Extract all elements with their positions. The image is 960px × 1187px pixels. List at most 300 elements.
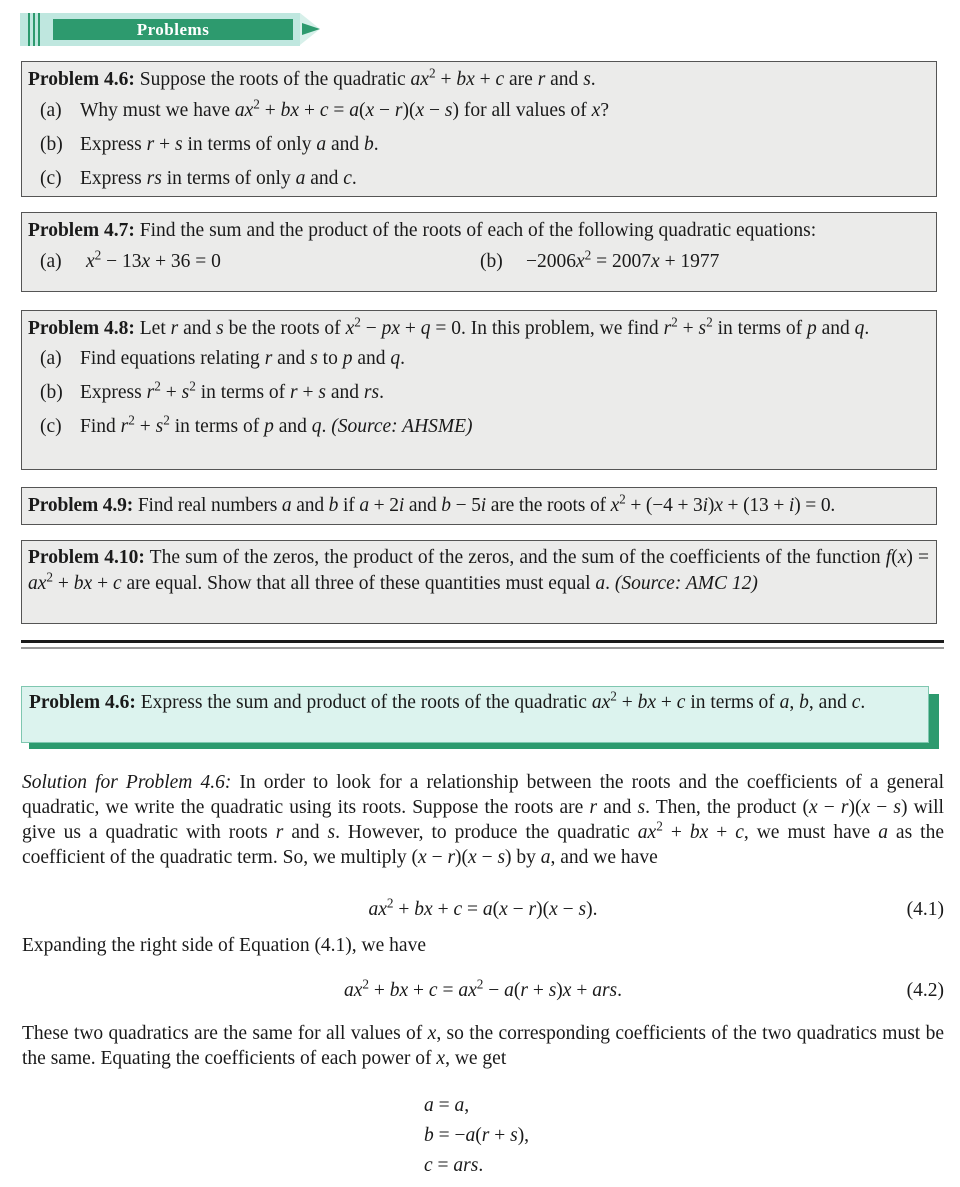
text-run: x (591, 100, 601, 121)
text-run: c (428, 980, 438, 1001)
text-run: a (504, 980, 514, 1001)
text-run: a (316, 134, 327, 155)
text-run: + (53, 573, 74, 594)
text-run: s (578, 899, 587, 920)
text-run: Express the sum and product of the roots of the quadratic (140, 692, 592, 713)
text-run: + (92, 573, 113, 594)
text-run: c (319, 100, 329, 121)
text-run: Find equations relating (80, 348, 265, 369)
text-run: . (590, 69, 596, 90)
text-run: ( (513, 980, 521, 1001)
text-run: 2 (671, 314, 678, 330)
text-run: a (595, 573, 606, 594)
text-run: p (264, 416, 274, 437)
text-run: bx (637, 692, 657, 713)
text-run: + (435, 69, 457, 90)
text-run: ) by (505, 847, 541, 868)
problem-box-4-7 (21, 212, 937, 292)
solution-paragraph-1 (22, 770, 944, 870)
text-run: 2 (584, 247, 592, 263)
text-run: s (174, 134, 183, 155)
problem-statement (28, 492, 929, 520)
problem-part-a (28, 342, 929, 376)
section-title: Problems (136, 20, 210, 39)
highlight-problem-box (21, 686, 929, 743)
text-run: a (482, 899, 493, 920)
text-run: (c) (40, 416, 62, 437)
text-run: p (806, 318, 817, 339)
text-run: Express (80, 168, 147, 189)
text-run: q (420, 318, 431, 339)
text-run: + 1977 (659, 251, 720, 272)
problem-box-4-8 (21, 310, 937, 470)
text-run: − (870, 797, 894, 818)
solution-paragraph-3 (22, 1021, 944, 1071)
text-run: x (562, 980, 572, 1001)
text-run: ax (458, 980, 477, 1001)
text-run: if (338, 495, 360, 516)
text-run: c (112, 573, 122, 594)
text-run: = 0. In this problem, we find (430, 318, 664, 339)
text-run: ars (453, 1155, 479, 1176)
text-run: r (528, 899, 537, 920)
text-run: a (349, 100, 359, 121)
text-run: bx (414, 899, 433, 920)
text-run: a (878, 822, 888, 843)
text-run: x (141, 251, 151, 272)
text-run: 2 (362, 976, 370, 992)
text-run: − (360, 318, 382, 339)
text-run: x (897, 547, 907, 568)
text-run: a (454, 1095, 465, 1116)
text-run: + (160, 382, 182, 403)
text-run: b (328, 495, 339, 516)
text-run: + (489, 1125, 511, 1146)
text-run: (c) (40, 168, 62, 189)
text-run (80, 342, 405, 376)
text-run: ax (410, 69, 429, 90)
text-run: , so the corresponding coefficients of the two quadratics must be the same. Equating the coefficients of each power of (22, 1023, 944, 1069)
text-run: . (617, 980, 623, 1001)
text-run: , and (808, 692, 852, 713)
text-run: + (662, 822, 690, 843)
solution-paragraph-2: Expanding the right side of Equation (4.1), we have (22, 935, 426, 956)
text-run: = (433, 1095, 455, 1116)
text-run: x (436, 1048, 446, 1069)
text-run: ) for all values of (452, 100, 592, 121)
text-run: a (295, 168, 306, 189)
text-run: . (351, 168, 357, 189)
text-run: x (610, 495, 620, 516)
text-run: in terms of only (161, 168, 296, 189)
text-run: (a) (40, 251, 62, 272)
text-run: ax (368, 899, 387, 920)
text-run: c (735, 822, 744, 843)
text-run: ( (358, 100, 366, 121)
text-run: )( (402, 100, 416, 121)
text-run: r (275, 822, 284, 843)
section-divider (21, 640, 944, 643)
text-run: i (398, 495, 405, 516)
text-run (526, 245, 719, 279)
text-run: and (291, 495, 329, 516)
text-run: x (714, 495, 723, 516)
text-run: − (557, 899, 579, 920)
text-run: and (545, 69, 584, 90)
pencil-stripe (28, 13, 30, 46)
text-run: = (437, 980, 459, 1001)
text-run: )( (848, 797, 862, 818)
text-run: . (321, 416, 327, 437)
text-run: q (390, 348, 401, 369)
text-run: r (146, 134, 155, 155)
text-run: ( (475, 1125, 482, 1146)
text-run: ? (600, 100, 609, 121)
text-run: and (326, 134, 364, 155)
text-run: + (708, 822, 736, 843)
text-run (80, 410, 473, 444)
text-run: c (495, 69, 505, 90)
text-run: ) = 0. (794, 495, 836, 516)
text-run: ax (591, 692, 611, 713)
text-run: Express (80, 382, 147, 403)
text-run: − 5 (450, 495, 481, 516)
text-run: ax (343, 980, 363, 1001)
problem-part-c (28, 162, 929, 196)
text-run: i (788, 495, 795, 516)
text-run: These two quadratics are the same for all values of (22, 1023, 428, 1044)
text-run: + (259, 100, 281, 121)
text-run: − (476, 847, 498, 868)
text-run: , and we have (550, 847, 658, 868)
problem-box-4-6 (21, 61, 937, 197)
text-run: + (677, 318, 699, 339)
equation-body (22, 978, 944, 1003)
text-run: r (394, 100, 403, 121)
text-run: (b) (40, 134, 63, 155)
text-run: i (480, 495, 487, 516)
text-run: − (426, 847, 448, 868)
problem-label: Problem 4.7: (28, 220, 135, 241)
text-run: + (432, 899, 454, 920)
text-run: + (−4 + 3 (625, 495, 703, 516)
problem-label: Problem 4.6: (29, 692, 136, 713)
text-run: r (537, 69, 546, 90)
text-run: x (415, 100, 425, 121)
text-run: x (86, 251, 95, 272)
text-run: = (462, 899, 483, 920)
text-run: r (840, 797, 849, 818)
text-run: , (789, 692, 800, 713)
text-run: (a) (40, 100, 62, 121)
problem-parts (28, 245, 929, 279)
problem-statement (28, 66, 929, 94)
problem-box-4-9 (21, 487, 937, 525)
text-run: in terms of (712, 318, 807, 339)
problem-statement (28, 217, 929, 245)
text-run: a (359, 495, 369, 516)
text-run: + (616, 692, 638, 713)
text-run (80, 94, 609, 128)
text-run: 2 (706, 314, 713, 330)
text-run: . However, to produce the quadratic (335, 822, 638, 843)
text-run: 2 (253, 96, 260, 112)
text-run: and (325, 382, 364, 403)
text-run: c (676, 692, 686, 713)
text-run: Let (139, 318, 171, 339)
problem-part-b (28, 376, 929, 410)
text-run: are equal. Show that all three of these quantities must equal (121, 573, 596, 594)
text-run: are (504, 69, 538, 90)
text-run: bx (689, 822, 709, 843)
text-run: s (510, 1125, 518, 1146)
text-run: − (424, 100, 445, 121)
text-run: and (816, 318, 855, 339)
text-run: in terms of (169, 416, 265, 437)
text-run: , (464, 1095, 470, 1116)
text-run: x (345, 318, 355, 339)
solution-label: Solution for Problem 4.6: (22, 772, 232, 793)
text-run: are the roots of (486, 495, 611, 516)
text-run: = 2007 (591, 251, 652, 272)
text-run: r (146, 382, 155, 403)
text-run: 2 (46, 569, 54, 585)
text-run: x (468, 847, 477, 868)
problem-part-c (28, 410, 929, 444)
text-run: Suppose the roots of the quadratic (139, 69, 411, 90)
text-run: r (290, 382, 298, 403)
problem-part-a (28, 94, 929, 128)
text-run: + (400, 318, 421, 339)
text-run: r (481, 1125, 490, 1146)
text-run: + (656, 692, 677, 713)
text-run: )( (536, 899, 550, 920)
text-run: 2 (189, 378, 196, 394)
text-run: r (520, 980, 528, 1001)
text-run: q (854, 318, 865, 339)
section-divider-secondary (21, 647, 944, 649)
text-run: x (861, 797, 871, 818)
problem-label: Problem 4.9: (28, 495, 134, 516)
text-run: r (663, 318, 672, 339)
text-run: s (583, 69, 591, 90)
source-citation: (Source: AHSME) (326, 416, 473, 437)
text-run: c (453, 899, 463, 920)
system-line (424, 1091, 529, 1121)
text-run: s (318, 382, 326, 403)
text-run: s (310, 348, 318, 369)
text-run: , we must have (743, 822, 879, 843)
text-run: (a) (40, 348, 62, 369)
text-run: 2 (163, 412, 170, 428)
text-run: x (549, 899, 558, 920)
text-run: b (424, 1125, 434, 1146)
text-run: 2 (386, 895, 394, 911)
text-run: + (297, 382, 319, 403)
text-run: px (381, 318, 400, 339)
text-run: be the roots of (223, 318, 346, 339)
text-run: + 2 (368, 495, 399, 516)
text-run: bx (280, 100, 300, 121)
equation-number: (4.1) (906, 899, 944, 920)
text-run: rs (363, 382, 380, 403)
problem-part-b (28, 128, 929, 162)
text-run: 2 (476, 976, 484, 992)
text-run: a (540, 847, 551, 868)
text-run: (b) (480, 251, 503, 272)
text-run: bx (456, 69, 475, 90)
text-run (80, 376, 384, 410)
text-run: + (369, 980, 390, 1001)
problem-part-b (480, 245, 920, 279)
text-run: 2 (154, 378, 161, 394)
pencil-icon (302, 23, 320, 35)
text-run: . (373, 134, 379, 155)
text-run: ( (891, 547, 898, 568)
text-run: , we get (445, 1048, 507, 1069)
text-run (80, 162, 357, 196)
text-run: (b) (40, 382, 63, 403)
text-run: 2 (610, 688, 617, 704)
text-run: and (283, 822, 328, 843)
text-run: x (365, 100, 375, 121)
text-run: c (851, 692, 861, 713)
problem-statement (28, 315, 929, 342)
text-run: s (216, 318, 224, 339)
text-run: + (13 + (722, 495, 789, 516)
text-run: . (605, 573, 611, 594)
problem-label: Problem 4.8: (28, 318, 135, 339)
text-run: + (299, 100, 320, 121)
text-run (80, 128, 379, 162)
source-citation: (Source: AMC 12) (610, 573, 758, 594)
text-run: + (474, 69, 496, 90)
text-run: ). (586, 899, 598, 920)
text-run: a (424, 1095, 434, 1116)
text-run: i (702, 495, 708, 516)
text-run: . (860, 692, 866, 713)
text-run (86, 245, 221, 279)
text-run: . (864, 318, 870, 339)
problem-label: Problem 4.10: (28, 547, 145, 568)
text-run: x (808, 797, 818, 818)
text-run: bx (73, 573, 93, 594)
text-run: ax (234, 100, 254, 121)
text-run: Why must we have (80, 100, 235, 121)
text-run: + 36 = 0 (150, 251, 221, 272)
text-run: + (134, 416, 156, 437)
text-run: − (817, 797, 841, 818)
text-run: s (893, 797, 902, 818)
text-run: and (597, 797, 638, 818)
text-run: + (571, 980, 593, 1001)
text-run: 2 (428, 65, 436, 81)
text-run: . (400, 348, 405, 369)
text-run: − (374, 100, 395, 121)
text-run: . Then, the product ( (645, 797, 809, 818)
text-run: s (548, 980, 557, 1001)
text-run: Find (80, 416, 121, 437)
text-run: 2 (619, 491, 626, 507)
text-run: r (447, 847, 456, 868)
text-run: b (364, 134, 374, 155)
text-run: 2 (94, 247, 102, 263)
text-run: + (154, 134, 175, 155)
text-run: Express (80, 134, 147, 155)
text-run: and (178, 318, 217, 339)
text-run: in terms of only (182, 134, 317, 155)
text-run: in terms of (195, 382, 291, 403)
coefficient-system (424, 1091, 529, 1181)
text-run: s (698, 318, 707, 339)
text-run: s (444, 100, 453, 121)
pencil-stripe (33, 13, 35, 46)
text-run: s (637, 797, 646, 818)
text-run: . (379, 382, 384, 403)
text-run: a (465, 1125, 476, 1146)
equation-body (22, 897, 944, 922)
text-run: = (432, 1155, 454, 1176)
text-run: a (281, 495, 292, 516)
problem-statement (28, 545, 929, 597)
system-line (424, 1151, 529, 1181)
text-run: = (328, 100, 350, 121)
text-run: r (589, 797, 598, 818)
text-run: a (779, 692, 790, 713)
text-run: r (120, 416, 129, 437)
text-run: s (327, 822, 336, 843)
text-run: x (499, 899, 508, 920)
text-run: r (170, 318, 179, 339)
text-run: ax (28, 573, 47, 594)
text-run: and (352, 348, 391, 369)
text-run: c (343, 168, 352, 189)
text-run: + (408, 980, 429, 1001)
text-run: ), (517, 1125, 530, 1146)
text-run: )( (455, 847, 469, 868)
text-run: c (424, 1155, 433, 1176)
text-run: − (483, 980, 505, 1001)
section-header-pencil (20, 13, 320, 46)
text-run: ) will give us a quadratic with roots (22, 797, 944, 843)
text-run: s (155, 416, 164, 437)
pencil-stripe (38, 13, 40, 46)
text-run: In order to look for a relationship between the roots and the coefficients of a general quadratic, we write the quadratic using its roots. Suppose the roots are (22, 772, 944, 818)
equation-number: (4.2) (906, 980, 944, 1001)
text-run: 2 (656, 818, 663, 834)
text-run: and (273, 416, 312, 437)
text-run: ) (556, 980, 563, 1001)
text-run: ( (492, 899, 500, 920)
text-run: x (576, 251, 585, 272)
text-run: f (885, 547, 892, 568)
text-run: ax (637, 822, 657, 843)
text-run: − 13 (101, 251, 142, 272)
problem-label: Problem 4.6: (28, 69, 135, 90)
text-run: ) = (906, 547, 929, 568)
text-run: to (317, 348, 343, 369)
text-run: ars (592, 980, 618, 1001)
text-run: as the coefficient of the quadratic term. So, we multiply ( (22, 822, 944, 868)
text-run: Find the sum and the product of the roots of each of the following quadratic equations: (139, 220, 817, 241)
text-run: The sum of the zeros, the product of the zeros, and the sum of the coefficients of the function (149, 547, 886, 568)
text-run: p (342, 348, 353, 369)
text-run: = − (433, 1125, 466, 1146)
text-run: s (181, 382, 190, 403)
text-run: + (393, 899, 415, 920)
text-run: and (404, 495, 442, 516)
text-run: b (799, 692, 809, 713)
